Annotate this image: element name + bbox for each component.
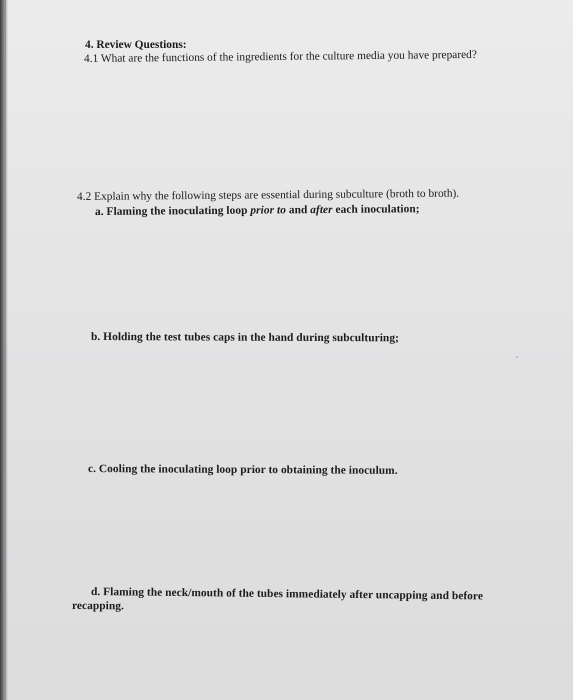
item-a-middle: and xyxy=(285,204,311,217)
item-a-before: a. Flaming the inoculating loop xyxy=(94,204,251,218)
item-d-line-2: recapping. xyxy=(71,600,124,613)
question-4-1: 4.1 What are the functions of the ingredients for the culture media you have prepared? xyxy=(83,48,477,65)
item-c: c. Cooling the inoculating loop prior to obtaining the inoculum. xyxy=(87,463,398,477)
page-edge-shadow xyxy=(0,0,8,700)
question-4-2: 4.2 Explain why the following steps are essential during subculture (broth to broth). xyxy=(76,187,460,203)
item-a-after: after xyxy=(310,203,333,217)
item-a-prior: prior to xyxy=(250,204,286,217)
item-d-line-1: d. Flaming the neck/mouth of the tubes immediately after uncapping and before xyxy=(90,586,484,603)
item-b: b. Holding the test tubes caps in the hand during subculturing; xyxy=(90,331,399,345)
paper-speck xyxy=(516,356,518,358)
item-a-end: each inoculation; xyxy=(332,203,420,216)
section-heading: 4. Review Questions: xyxy=(85,39,187,51)
